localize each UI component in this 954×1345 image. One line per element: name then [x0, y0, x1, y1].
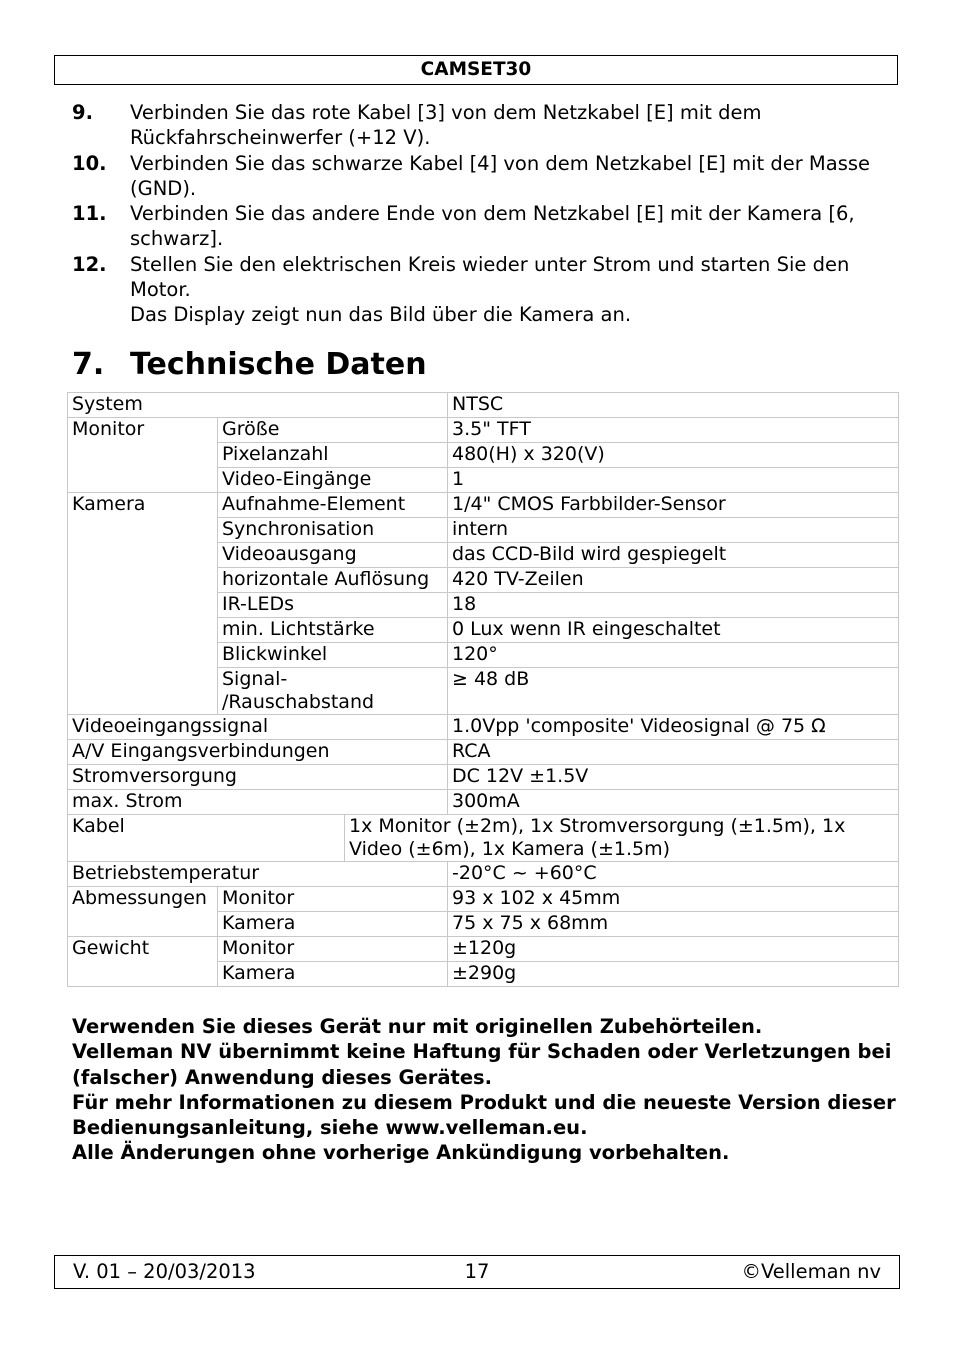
spec-value: 1	[448, 468, 899, 493]
spec-label: Betriebstemperatur	[68, 862, 448, 887]
spec-label: Synchronisation	[218, 518, 448, 543]
page-footer	[54, 1255, 900, 1289]
spec-label: Signal- /Rauschabstand	[218, 668, 448, 715]
table-row	[68, 393, 899, 418]
step-item	[72, 252, 892, 303]
table-row	[68, 790, 899, 815]
step-text: Stellen Sie den elektrischen Kreis wieder unter Strom und starten Sie den Motor.	[130, 252, 850, 302]
spec-value: 1.0Vpp 'composite' Videosignal @ 75 Ω	[448, 715, 899, 740]
table-row	[68, 740, 899, 765]
spec-value: 480(H) x 320(V)	[448, 443, 899, 468]
step-text: Verbinden Sie das rote Kabel [3] von dem Netzkabel [E] mit dem Rückfahrscheinwerfer (+12 V).	[130, 101, 762, 150]
spec-value: RCA	[448, 740, 899, 765]
step-text: Das Display zeigt nun das Bild über die Kamera an.	[130, 303, 632, 327]
spec-label: Videoausgang	[218, 543, 448, 568]
section-number: 7.	[72, 347, 105, 382]
spec-label: Kamera	[218, 962, 448, 987]
spec-label: Größe	[218, 418, 448, 443]
spec-label: min. Lichtstärke	[218, 618, 448, 643]
spec-value: 420 TV-Zeilen	[448, 568, 899, 593]
step-text: Verbinden Sie das schwarze Kabel [4] von dem Netzkabel [E] mit der Masse (GND).	[130, 151, 871, 200]
step-number: 10.	[72, 151, 107, 175]
spec-value: 1x Monitor (±2m), 1x Stromversorgung (±1.5m), 1x Video (±6m), 1x Kamera (±1.5m)	[345, 815, 899, 862]
spec-value: 18	[448, 593, 899, 618]
installation-steps	[72, 100, 892, 328]
spec-value: 75 x 75 x 68mm	[448, 912, 899, 937]
spec-value: NTSC	[448, 393, 899, 418]
header-title: CAMSET30	[420, 59, 532, 80]
spec-group-label: Monitor	[68, 418, 218, 493]
step-item	[72, 151, 892, 202]
spec-label: Blickwinkel	[218, 643, 448, 668]
table-row	[68, 887, 899, 912]
step-number: 9.	[72, 101, 93, 124]
spec-group-label: Abmessungen	[68, 887, 218, 937]
table-row	[68, 815, 899, 862]
spec-value: -20°C ~ +60°C	[448, 862, 899, 887]
spec-value: ±120g	[448, 937, 899, 962]
spec-label: A/V Eingangsverbindungen	[68, 740, 448, 765]
spec-label: Pixelanzahl	[218, 443, 448, 468]
spec-label: Aufnahme-Element	[218, 493, 448, 518]
notice-line: Verwenden Sie dieses Gerät nur mit originellen Zubehörteilen.	[72, 1015, 763, 1038]
section-heading	[72, 345, 427, 385]
spec-value: 93 x 102 x 45mm	[448, 887, 899, 912]
table-row	[68, 418, 899, 443]
step-text: Verbinden Sie das andere Ende von dem Netzkabel [E] mit der Kamera [6, schwarz].	[130, 202, 855, 251]
spec-label: Monitor	[218, 937, 448, 962]
section-title: Technische Daten	[130, 347, 427, 382]
spec-value: das CCD-Bild wird gespiegelt	[448, 543, 899, 568]
spec-label: Video-Eingänge	[218, 468, 448, 493]
step-item	[72, 201, 892, 252]
spec-label: System	[68, 393, 448, 418]
spec-label: Kamera	[218, 912, 448, 937]
table-row	[68, 493, 899, 518]
specifications-table	[67, 392, 899, 987]
spec-label: Kabel	[68, 815, 345, 862]
spec-value: 0 Lux wenn IR eingeschaltet	[448, 618, 899, 643]
spec-value: DC 12V ±1.5V	[448, 765, 899, 790]
spec-label: Monitor	[218, 887, 448, 912]
notice-line: Alle Änderungen ohne vorherige Ankündigung vorbehalten.	[72, 1141, 730, 1165]
step-item	[72, 100, 892, 151]
spec-label: horizontale Auflösung	[218, 568, 448, 593]
spec-label: IR-LEDs	[218, 593, 448, 618]
spec-value: 120°	[448, 643, 899, 668]
table-row	[68, 862, 899, 887]
step-number: 12.	[72, 252, 107, 276]
footer-version: V. 01 – 20/03/2013	[73, 1260, 256, 1283]
footer-copyright: ©Velleman nv	[741, 1260, 881, 1283]
spec-value: 1/4" CMOS Farbbilder-Sensor	[448, 493, 899, 518]
spec-value: ±290g	[448, 962, 899, 987]
table-row	[68, 715, 899, 740]
spec-value: 300mA	[448, 790, 899, 815]
spec-label: max. Strom	[68, 790, 448, 815]
step-item	[72, 302, 892, 327]
notice-line: Für mehr Informationen zu diesem Produkt und die neueste Version dieser Bedienungsanleitung, siehe www.velleman.eu.	[72, 1090, 896, 1140]
notice-block	[72, 1014, 902, 1166]
spec-label: Stromversorgung	[68, 765, 448, 790]
step-number: 11.	[72, 202, 107, 226]
spec-group-label: Gewicht	[68, 937, 218, 987]
spec-value: intern	[448, 518, 899, 543]
spec-value: ≥ 48 dB	[448, 668, 899, 715]
notice-line: Velleman NV übernimmt keine Haftung für Schaden oder Verletzungen bei (falscher) Anwendung dieses Gerätes.	[72, 1040, 892, 1089]
step-number	[72, 302, 130, 327]
table-row	[68, 765, 899, 790]
page-header	[54, 55, 898, 85]
table-row	[68, 937, 899, 962]
spec-value: 3.5" TFT	[448, 418, 899, 443]
footer-page-number: 17	[464, 1260, 490, 1283]
spec-group-label: Kamera	[68, 493, 218, 715]
spec-label: Videoeingangssignal	[68, 715, 448, 740]
